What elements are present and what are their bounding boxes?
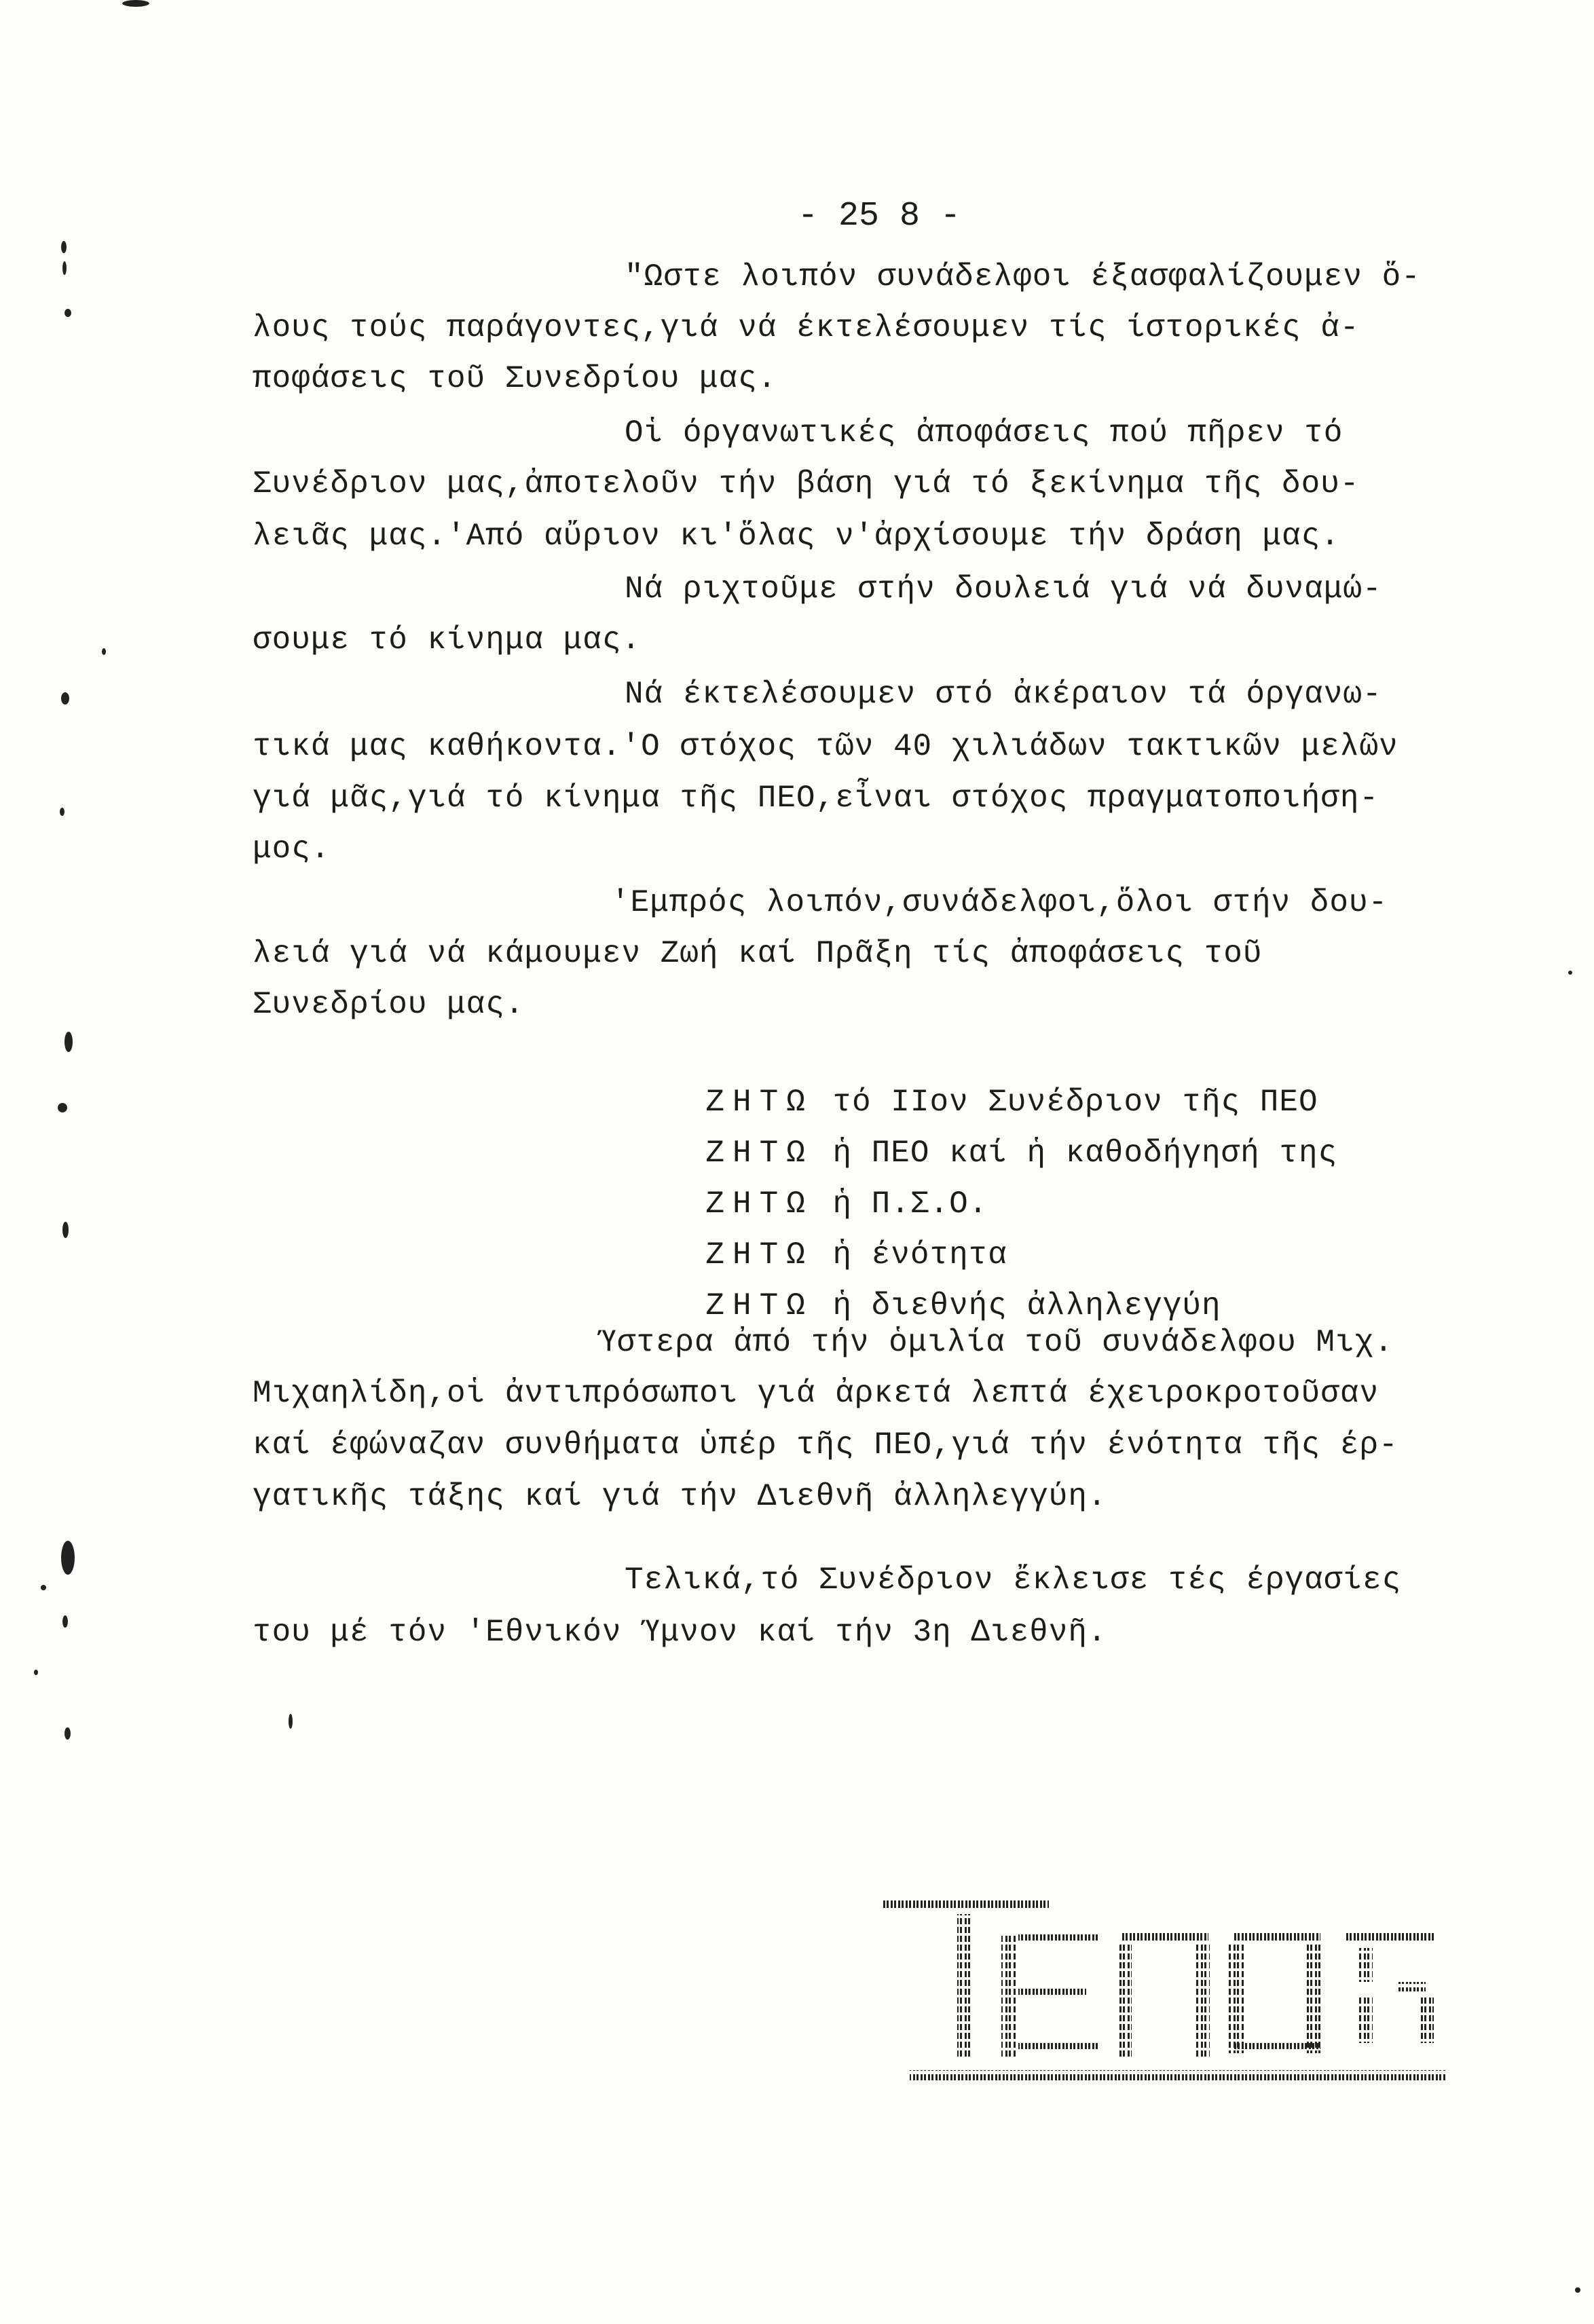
text-line: Μιχαηλίδη,οἱ ἀντιπρόσωποι γιά ἀρκετά λεπτά έχειροκροτοῦσαν	[253, 1376, 1379, 1411]
slogan-text: ἡ ΠΕΟ καί ἡ καθοδήγησή της	[832, 1136, 1338, 1171]
text-line: τικά μας καθήκοντα.'Ο στόχος τῶν 40 χιλιάδων τακτικῶν μελῶν	[253, 729, 1398, 764]
slogan-word: ΖΗΤΩ	[705, 1085, 813, 1120]
text-line: Νά έκτελέσουμεν στό ἀκέραιον τά όργανω-	[625, 677, 1382, 712]
scan-speck	[62, 1615, 68, 1628]
text-line: λους τούς παράγοντες,γιά νά έκτελέσουμεν τίς ίστορικές ἀ-	[253, 310, 1360, 345]
scan-speck	[61, 1541, 75, 1575]
scan-speck	[62, 261, 67, 275]
scan-speck	[64, 1032, 73, 1052]
slogan-word: ΖΗΤΩ	[705, 1186, 813, 1222]
slogan-word: ΖΗΤΩ	[705, 1288, 813, 1324]
text-line: ποφάσεις τοῦ Συνεδρίου μας.	[253, 361, 777, 396]
slogan-text: τό ΙΙον Συνέδριον τῆς ΠΕΟ	[832, 1085, 1318, 1120]
text-line: Συνέδριον μας,ἀποτελοῦν τήν βάση γιά τό ξεκίνημα τῆς δου-	[253, 466, 1360, 502]
slogan-text: ἡ Π.Σ.Ο.	[832, 1186, 988, 1222]
text-line: καί έφώναζαν συνθήματα ὑπέρ τῆς ΠΕΟ,γιά τήν ένότητα τῆς έρ-	[253, 1427, 1398, 1463]
scan-speck	[41, 1585, 46, 1590]
text-line: λειά γιά νά κάμουμεν Ζωή καί Πρᾶξη τίς ἀποφάσεις τοῦ	[253, 936, 1263, 971]
page-number: - 25 8 -	[798, 197, 961, 236]
text-line: Ύστερα ἀπό τήν ὁμιλία τοῦ συνάδελφου Μιχ.	[597, 1325, 1394, 1360]
text-line: 'Εμπρός λοιπόν,συνάδελφοι,ὅλοι στήν δου-	[611, 885, 1388, 920]
slogan-word: ΖΗΤΩ	[705, 1237, 813, 1273]
scan-speck	[61, 692, 69, 705]
text-line: μος.	[253, 831, 331, 867]
scan-speck	[64, 309, 71, 317]
scan-speck	[60, 808, 64, 816]
scan-speck	[122, 0, 149, 7]
text-line: Συνεδρίου μας.	[253, 987, 525, 1022]
end-stamp	[883, 1900, 1446, 2084]
scan-speck	[64, 1727, 71, 1740]
scan-speck	[1575, 2287, 1580, 2293]
text-line: Τελικά,τό Συνέδριον ἔκλεισε τές έργασίες	[625, 1562, 1402, 1598]
slogan-text: ἡ διεθνής ἀλληλεγγύη	[832, 1288, 1221, 1324]
slogan-text: ἡ ένότητα	[832, 1237, 1007, 1273]
text-line: γατικῆς τάξης καί γιά τήν Διεθνῆ ἀλληλεγγύη.	[253, 1479, 1107, 1514]
scan-speck	[1568, 971, 1572, 975]
scan-speck	[102, 648, 106, 655]
end-stamp-art	[883, 1900, 1446, 2084]
text-line: του μέ τόν 'Εθνικόν Ύμνον καί τήν 3η Διεθνῆ.	[253, 1615, 1107, 1650]
scan-speck	[62, 1222, 69, 1238]
scan-speck	[289, 1714, 293, 1729]
slogan-word: ΖΗΤΩ	[705, 1136, 813, 1171]
text-line: Νά ριχτοῦμε στήν δουλειά γιά νά δυναμώ-	[625, 571, 1382, 607]
text-line: "Ωστε λοιπόν συνάδελφοι έξασφαλίζουμεν ὅ-	[625, 259, 1421, 295]
scan-speck	[34, 1670, 38, 1675]
text-line: σουμε τό κίνημα μας.	[253, 622, 642, 658]
text-line: γιά μᾶς,γιά τό κίνημα τῆς ΠΕΟ,εἶναι στόχος πραγματοποιήση-	[253, 781, 1379, 816]
text-line: Οἱ όργανωτικές ἀποφάσεις πού πῆρεν τό	[625, 415, 1343, 451]
scan-speck	[58, 1103, 67, 1112]
text-line: λειᾶς μας.'Από αὔριον κι'ὅλας ν'ἀρχίσουμε τήν δράση μας.	[253, 519, 1340, 554]
scan-speck	[61, 241, 67, 253]
